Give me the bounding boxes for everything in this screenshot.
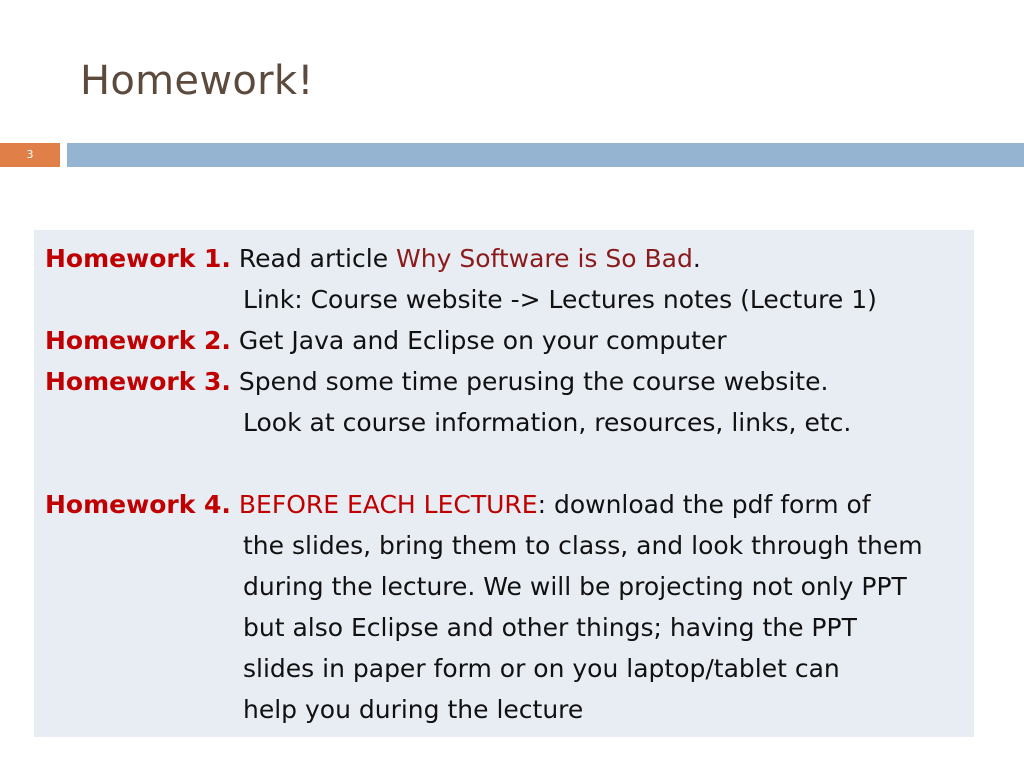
homework-1-label: Homework 1. xyxy=(45,244,231,273)
slide-number: 3 xyxy=(0,143,60,167)
homework-1-text: Read article xyxy=(238,244,397,273)
homework-4-line-5: slides in paper form or on you laptop/tablet can xyxy=(243,654,840,683)
article-link[interactable]: Why Software is So Bad xyxy=(396,244,693,273)
homework-4-text: : download the pdf form of xyxy=(537,490,871,519)
homework-3-label: Homework 3. xyxy=(45,367,231,396)
homework-1-line xyxy=(45,238,701,279)
homework-2-line xyxy=(45,320,727,361)
homework-3-line-2: Look at course information, resources, links, etc. xyxy=(243,408,852,437)
homework-2-text: Get Java and Eclipse on your computer xyxy=(238,326,727,355)
homework-4-line-2: the slides, bring them to class, and look through them xyxy=(243,531,923,560)
homework-4-line-4: but also Eclipse and other things; having the PPT xyxy=(243,613,857,642)
homework-2-label: Homework 2. xyxy=(45,326,231,355)
homework-3-line xyxy=(45,361,828,402)
homework-4-label: Homework 4. xyxy=(45,490,231,519)
homework-4-highlight: BEFORE EACH LECTURE xyxy=(238,490,538,519)
homework-1-period: . xyxy=(692,244,701,273)
homework-3-text: Spend some time perusing the course website. xyxy=(238,367,829,396)
title-rule-bar xyxy=(67,143,1024,167)
homework-4-line-6: help you during the lecture xyxy=(243,695,584,724)
homework-1-link-line: Link: Course website -> Lectures notes (Lecture 1) xyxy=(243,285,877,314)
homework-4-line-3: during the lecture. We will be projecting not only PPT xyxy=(243,572,907,601)
slide-title: Homework! xyxy=(80,58,314,104)
homework-4-line xyxy=(45,484,871,525)
